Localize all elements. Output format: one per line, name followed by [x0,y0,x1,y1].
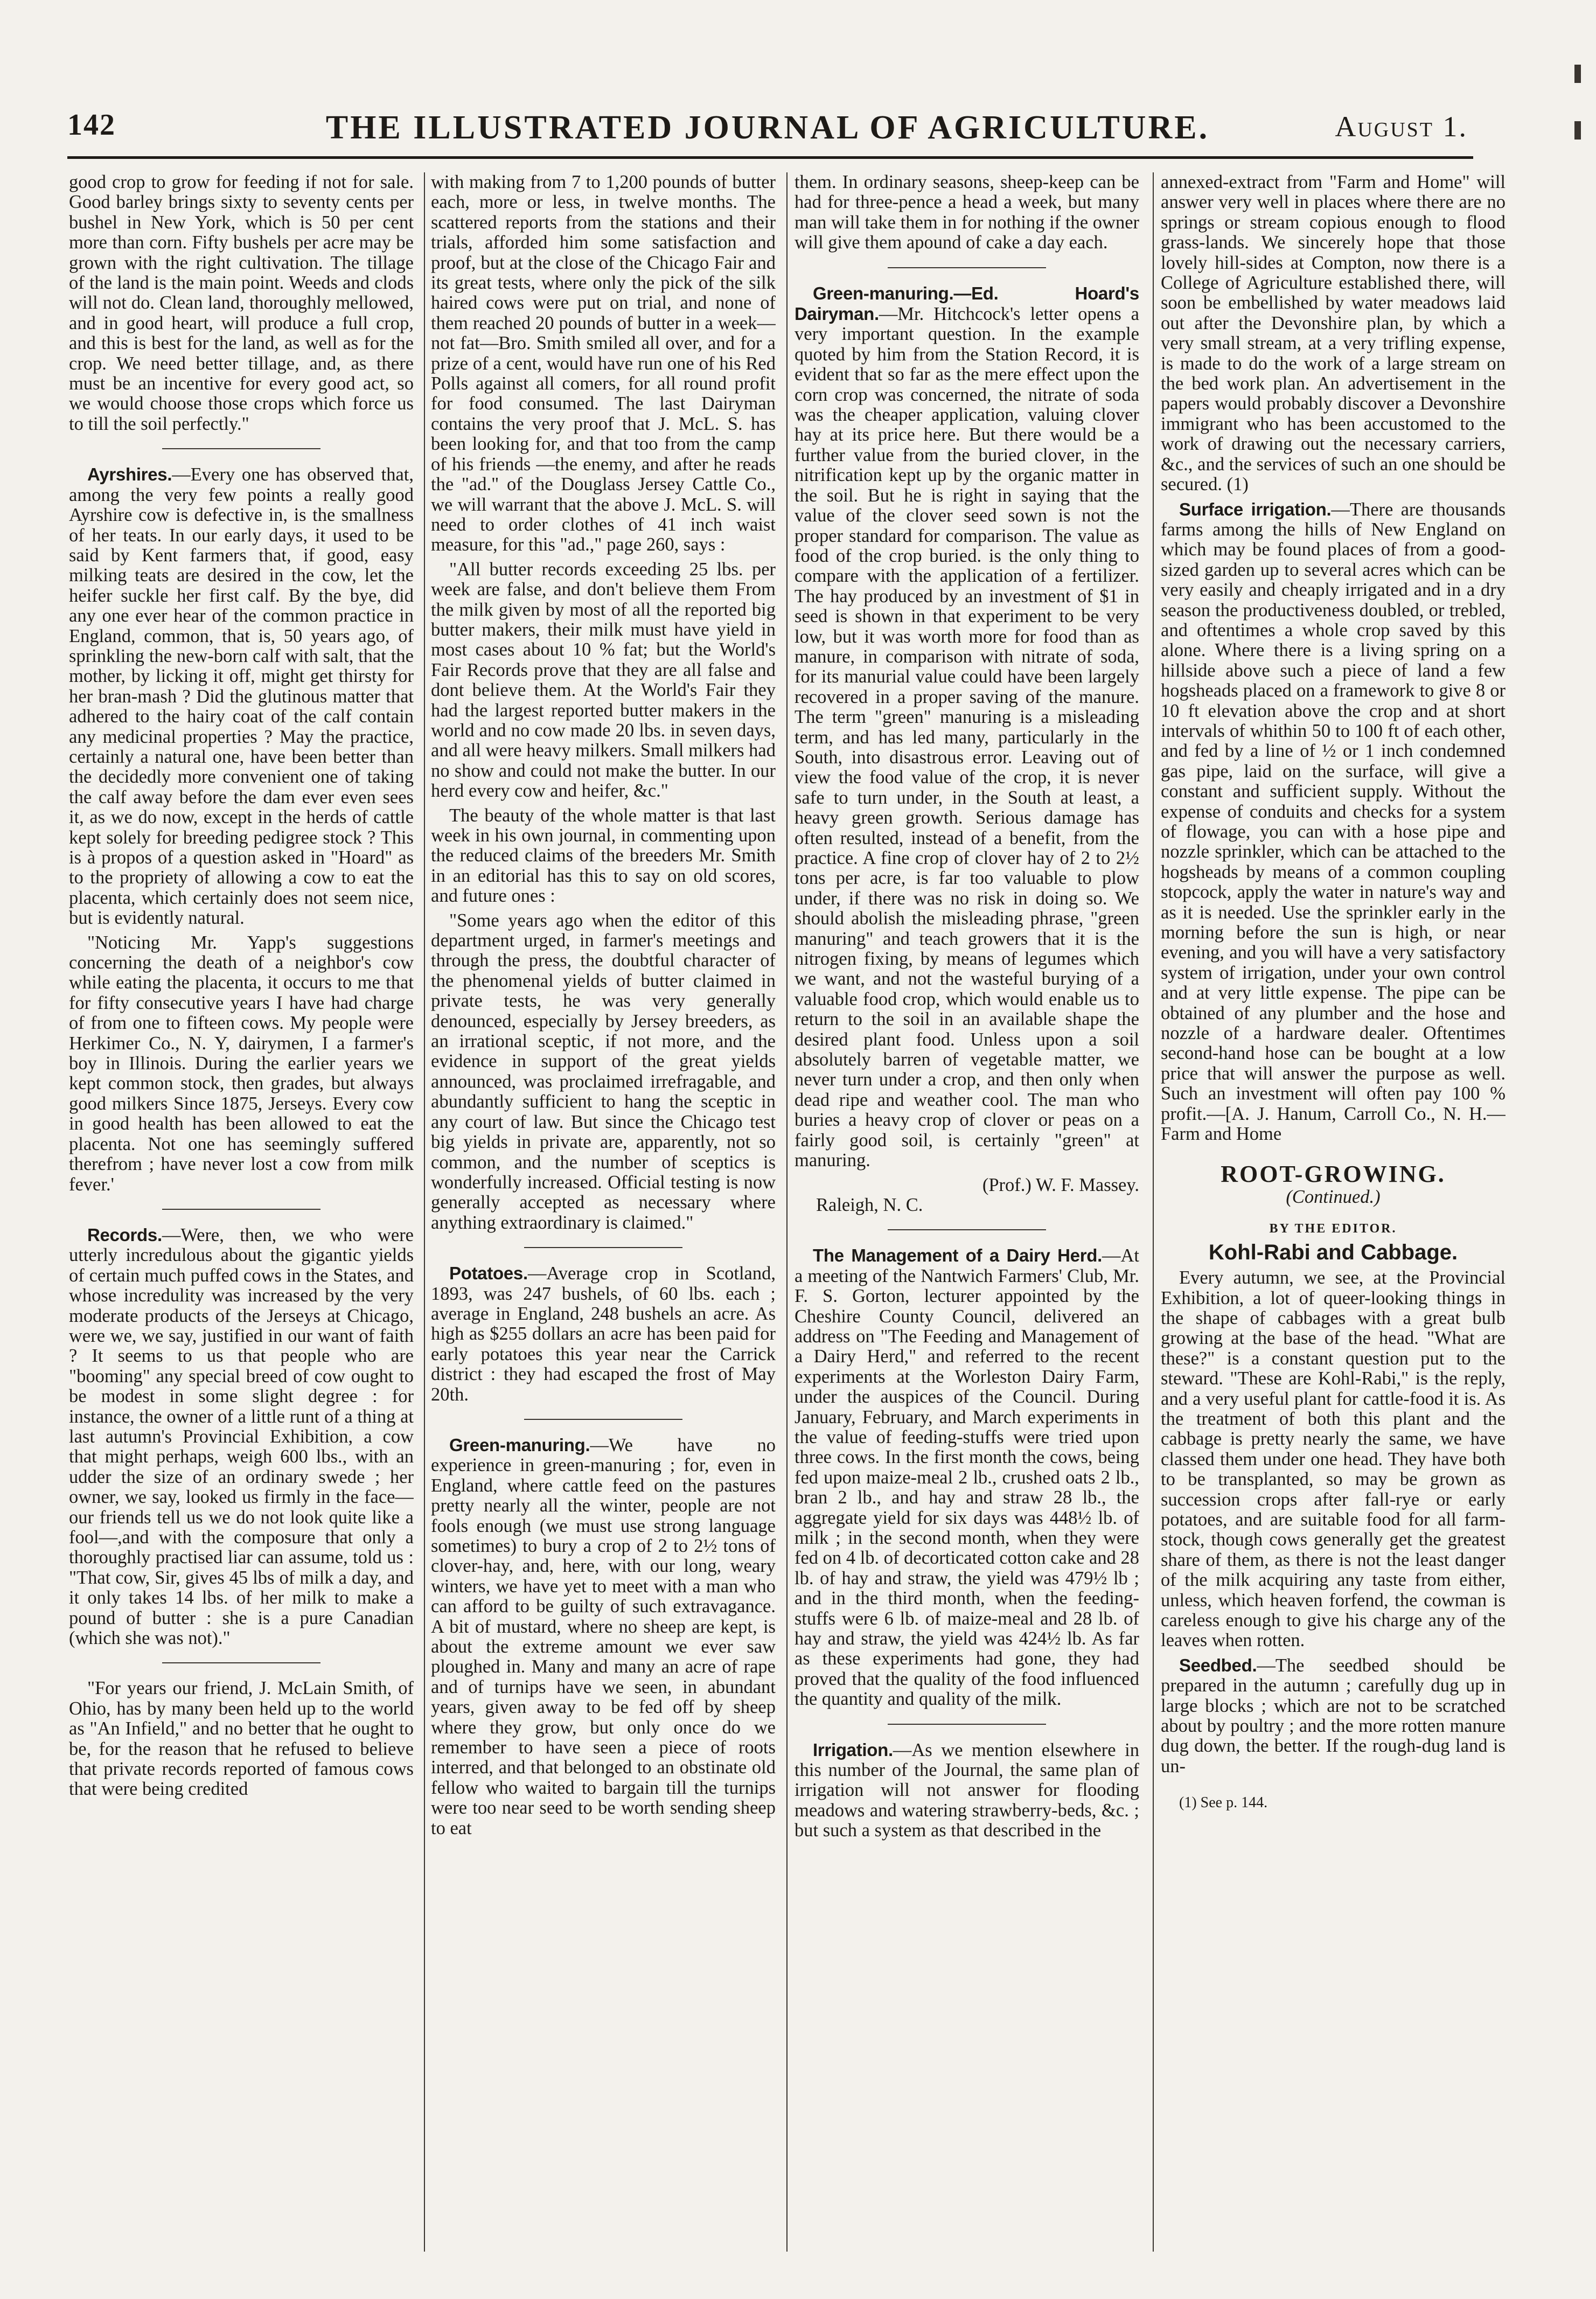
article-separator [524,1247,682,1248]
margin-mark [1574,121,1581,140]
article-text: —At a meeting of the Nantwich Farmers' Club, Mr. F. S. Gorton, lecturer appointed by the Cheshire County Council, delivered an address on "The Feeding and Management of a Dairy Herd," and referred to the recent experiments at the Worleston Dairy Farm, under the auspices of the Council. During January, February, and March experiments in the value of feeding-stuffs were tried upon three cows. In the first month the cows, being fed upon maize-meal 2 lb., crushed oats 2 lb., bran 2 lb., and hay and straw 28 lb., the aggregate yield for six days was 448½ lb. of milk ; in the second month, when they were fed on 4 lb. of decorticated cotton cake and 28 lb. of hay and straw, the yield was 479½ lb ; and in the third month, when the feeding-stuffs were 6 lb. of maize-meal and 28 lb. of hay and straw, the yield was 424½ lb. As far as these experiments had gone, they had proved that the quality of the food influenced the quantity and quality of the milk. [794,1245,1139,1710]
article-heading: Surface irrigation. [1179,499,1332,519]
article-heading: Potatoes. [449,1263,528,1284]
article-green-manuring [431,1435,776,1838]
article-green-manuring-2 [794,283,1139,1171]
article-separator [888,1724,1046,1725]
article-heading: Ayrshires. [87,464,172,485]
column-1 [69,172,414,2262]
column-3 [794,172,1139,2262]
article-text: good crop to grow for feeding if not for sale. Good barley brings sixty to seventy cents per bushel in New York, which is 50 per cent more than corn. Fifty bushels per acre may be grown with the right cultivation. The tillage of the land is the main point. Weeds and clods will not do. Clean land, thoroughly mellowed, and in good heart, will produce a full crop, and this is best for the land, as well as for the crop. We need better tillage, and, as there must be an incentive for every good act, so we would choose those crops which force us to till the soil perfectly." [69,172,414,434]
article-text: —We have no experience in green-manuring ; for, even in England, where cattle feed on the pastures pretty nearly all the winter, people are not fools enough (we must use strong language sometimes) to bury a crop of 2 to 2½ tons of clover-hay, and, here, with our long, weary winters, we have yet to meet with a man who can afford to be guilty of such extravagance. A bit of mustard, where no sheep are kept, is about the extreme amount we ever saw ploughed in. Many and many an acre of rape and of turnips have we seen, in abundant years, given away to be fed off by sheep where they grow, but only once do we remember to have seen a piece of roots interred, and that belonged to an obstinate old fellow who waited to bargain till the turnips were too near seed to be worth sending sheep to eat [431,1434,776,1838]
footnote: (1) See p. 144. [1179,1794,1268,1812]
article-separator [888,267,1046,268]
article-text: Every autumn, we see, at the Provincial Exhibition, a lot of queer-looking things in the shape of cabbages with a great bulb growing at the base of the head. "What are these?" is a constant question put to the steward. "These are Kohl-Rabi," is the reply, and a very useful plant for cattle-food it is. As the treatment of both this plant and the cabbage is pretty nearly the same, we have classed them under one head. They have both to be transplanted, so may be grown as succession crops after fall-rye or early potatoes, and are suitable food for all farm-stock, though cows generally get the greatest share of them, as there is not the least danger of the milk acquiring any taste from either, unless, which heaven forfend, the cowman is careless enough to give his charge any of the leaves when rotten. [1161,1267,1506,1651]
article-dairy-herd [794,1245,1139,1709]
article-separator [524,1419,682,1420]
author-signature: (Prof.) W. F. Massey. [982,1174,1139,1195]
article-text: annexed-extract from "Farm and Home" will answer very well in places where there are no springs or stream copious enough to flood grass-lands. We sincerely hope that those lovely hill-sides at Compton, now there is a College of Agriculture established there, will soon be embellished by water meadows laid out after the Devonshire plan, by which a very small stream, at a very trifling expense, is made to do the work of a large stream on the bed work plan. An advertisement in the papers would probably discover a Devonshire immigrant who has been accustomed to the work of drawing out the necessary carriers, &c., and the services of such an one should be secured. (1) [1161,172,1506,495]
article-quote: "Some years ago when the editor of this department urged, in farmer's meetings and through the press, the doubtful character of the phenomenal yields of butter claimed in private tests, he was very generally denounced, especially by Jersey breeders, as an irrational sceptic, if not more, and the evidence in support of the great yields announced, was proclaimed irrefragable, and abundantly sufficient to hang the sceptic in any court of law. But since the Chicago test big yields in private are, apparently, not so common, and the number of sceptics is wonderfully increased. Official testing is now generally accepted as necessary where anything extraordinary is claimed." [431,910,776,1233]
article-quote: "All butter records exceeding 25 lbs. per week are false, and don't believe them From the milk given by most of all the reported big butter makers, their milk must have yield in most cases about 10 % fat; but the World's Fair Records prove that they are all false and dont believe them. At the World's Fair they had the largest reported butter makers in the world and no cow made 20 lbs. in seven days, and all were heavy milkers. Small milkers had no show and could not make the butter. In our herd every cow and heifer, &c." [431,559,776,802]
article-records [69,1225,414,1649]
article-text: —Mr. Hitchcock's letter opens a very important question. In the example quoted by him from the Station Record, it is evident that so far as the mere effect upon the corn crop was concerned, the nitrate of soda was the cheaper application, valuing clover hay at its price here. But there would be a further value from the buried clover, in the nitrification kept up by the organic matter in the soil. But he is right in saying that the value of the clover seed sown is not the proper standard for comparison. The value as food of the crop buried. is the only thing to compare with the application of a fertilizer. The hay produced by an investment of $1 in seed is shown in that experiment to be very low, but it was worth more for food than as manure, in comparison with nitrate of soda, for its manurial value could have been largely recovered in a proper saving of the manure. The term "green" manuring is a misleading term, and has led many, particularly in the South, into disastrous error. Leaving out of view the food value of the crop, it is never safe to turn under, in the South at least, a heavy green growth. Serious damage has often resulted, instead of a benefit, from the practice. A fine crop of clover hay of 2 to 2½ tons per acre, is far too valuable to plow under, if there was no risk in doing so. We should abolish the misleading phrase, "green manuring" and teach growers that it is the nitrogen fixing, by means of legumes which we want, and not the wasteful burying of a valuable food crop, which would enable us to return to the soil in an available shape the desired plant food. Unless upon a soil absolutely barren of vegetable matter, we never turn under a crop, and then only when dead ripe and weather cool. The man who buries a heavy crop of clover or peas on a fairly good soil, is certainly "green" at manuring. [794,304,1139,1171]
article-text: "For years our friend, J. McLain Smith, of Ohio, has by many been held up to the world as "An Infield," and no better that he ought to be, for the reason that he refused to believe that private records reported of famous cows that were being credited [69,1678,414,1800]
article-ayrshires [69,464,414,928]
article-text: —As we mention elsewhere in this number of the Journal, the same plan of irrigation will not answer for flooding meadows and watering strawberry-beds, &c. ; but such a system as that described in the [794,1739,1139,1841]
article-heading: Irrigation. [813,1739,893,1760]
article-text: them. In ordinary seasons, sheep-keep can be had for three-pence a head a week, but many man will take them in for nothing if the owner will give them apound of cake a day each. [794,172,1139,253]
article-heading: Seedbed. [1179,1655,1257,1675]
article-separator [162,1662,320,1663]
column-2 [431,172,776,2262]
article-text: —Average crop in Scotland, 1893, was 247 bushels, of 60 lbs. each ; average in England, 248 bushels an acre. As high as $255 dollars an acre has been paid for early potatoes this year near the Carrick district : they had escaped the frost of May 20th. [431,1263,776,1405]
journal-title: THE ILLUSTRATED JOURNAL OF AGRICULTURE. [325,109,1210,146]
section-subtitle: (Continued.) [1286,1186,1381,1207]
article-text: —Every one has observed that, among the very few points a really good Ayrshire cow is defective in, is the smallness of her teats. In our early days, it used to be said by Kent farmers that, if good, easy milking teats are desired in the cow, let the heifer suckle her first calf. By the bye, did any one ever hear of the common practice in England, common, that is, 50 years ago, of sprinkling the new-born calf with salt, that the mother, by licking it off, might get thirsty for her bran-mash ? Did the glutinous matter that adhered to the hairy coat of the calf contain any medicinal properties ? May the practice, certainly a natural one, have been better than the decidedly more convenient one of taking the calf away before the dam ever even sees it, as we do now, except in the herds of cattle kept solely for breeding pedigree stock ? This is à propos of a question asked in "Hoard" as to the propriety of allowing a cow to eat the placenta, which certainly does not seem nice, but is evidently natural. [69,464,414,929]
section-title: ROOT-GROWING. [1221,1160,1446,1187]
article-heading: Green-manuring.—Ed. Hoard's Dairyman. [794,283,1139,324]
page-number: 142 [67,108,116,142]
author-location: Raleigh, N. C. [816,1194,923,1215]
article-separator [162,1209,320,1210]
article-text: "Noticing Mr. Yapp's suggestions concerning the death of a neighbor's cow while eating the placenta, it occurs to me that for fifty consecutive years I have had charge of from one to fifteen cows. My people were Herkimer Co., N. Y, dairymen, I a farmer's boy in Illinois. During the earlier years we kept common stock, then grades, but always good milkers Since 1875, Jerseys. Every cow in good health has been allowed to eat the placenta. Not one has seemingly suffered therefrom ; have never lost a cow from milk fever.' [69,932,414,1195]
article-heading: The Management of a Dairy Herd. [813,1245,1102,1266]
article-potatoes [431,1263,776,1405]
issue-date: August 1. [1335,110,1468,143]
header-rule [67,156,1473,159]
article-irrigation [794,1740,1139,1841]
article-separator [162,448,320,449]
byline: BY THE EDITOR. [1269,1222,1397,1236]
subsection-heading: Kohl-Rabi and Cabbage. [1208,1240,1458,1264]
article-text: —Were, then, we who were utterly incredulous about the gigantic yields of certain much puffed cows in the States, and whose incredulity was increased by the very moderate products of the Jerseys at Chicago, were we, we say, justified in our want of faith ? It seems to us that people who are "booming" any special breed of cow ought to be modest in some slight degree : for instance, the owner of a little runt of a thing at last autumn's Provincial Exhibition, a cow that might perhaps, weigh 600 lbs., with an udder the size of an ordinary swede ; her owner, we say, looked us firmly in the face—our friends tell us we do not look quite like a fool—,and with the composure that only a thoroughly practised liar can assume, told us : "That cow, Sir, gives 45 lbs of milk a day, and it only takes 14 lbs. of her milk to make a pound of butter : she is a pure Canadian (which she was not)." [69,1224,414,1649]
page-header [67,108,1468,151]
column-divider [424,172,425,2252]
column-divider [786,172,787,2252]
article-separator [888,1229,1046,1230]
article-text: —The seedbed should be prepared in the autumn ; carefully dug up in large blocks ; which are not to be scratched about by poultry ; and the more rotten manure dug down, the better. If the rough-dug land is un- [1161,1655,1506,1776]
article-text: with making from 7 to 1,200 pounds of butter each, more or less, in twelve months. The scattered reports from the stations and their trials, afforded him some satisfaction and proof, but at the close of the Chicago Fair and its great tests, where only the pick of the silk haired cows were put on trial, and none of them reached 20 pounds of butter in a week—not fat—Bro. Smith smiled all over, and for a prize of a cent, would have run one of his Red Polls against all comers, for all round profit for food consumed. The last Dairyman contains the very proof that J. McL. S. has been looking for, and that too from the camp of his friends —the enemy, and after he reads the "ad." of the Douglass Jersey Cattle Co., we will warrant that the above J. McL. S. will need to order clothes of 41 inch waist measure, for this "ad.," page 260, says : [431,172,776,555]
margin-mark [1574,65,1581,83]
article-text: The beauty of the whole matter is that last week in his own journal, in commenting upon the reduced claims of the breeders Mr. Smith in an editorial has this to say on old scores, and future ones : [431,805,776,907]
article-seedbed [1161,1655,1506,1776]
article-surface-irrigation [1161,499,1506,1145]
article-heading: Records. [87,1224,162,1245]
article-heading: Green-manuring. [449,1434,590,1455]
article-text: —There are thousands farms among the hills of New England on which may be found places of from a good-sized garden up to several acres which can be very easily and cheaply irrigated and in a dry season the productiveness doubled, or trebled, and oftentimes a whole crop saved by this alone. Where there is a living spring on a hillside above such a piece of land a few hogsheads placed on a framework to give 8 or 10 ft elevation above the crop and at short intervals of whithin 50 to 100 ft of each other, and fed by a line of ½ or 1 inch condemned gas pipe, laid on the surface, will give a constant and sufficient supply. Without the expense of conduits and checks for a system of flowage, you can with a hose pipe and nozzle sprinkler, which can be attached to the hogsheads by means of a common coupling stopcock, apply the water in nature's way and as it is needed. Use the sprinkler early in the morning before the sun is high, or near evening, and you will have a very satisfactory system of irrigation, under your own control and at very little expense. The pipe can be obtained of any plumber and the hose and nozzle of a hardware dealer. Oftentimes second-hand hose can be bought at a low price that will answer the purpose as well. Such an investment will often pay 100 % profit.—[A. J. Hanum, Carroll Co., N. H.—Farm and Home [1161,499,1506,1145]
column-4 [1161,172,1506,2262]
column-divider [1153,172,1154,2252]
